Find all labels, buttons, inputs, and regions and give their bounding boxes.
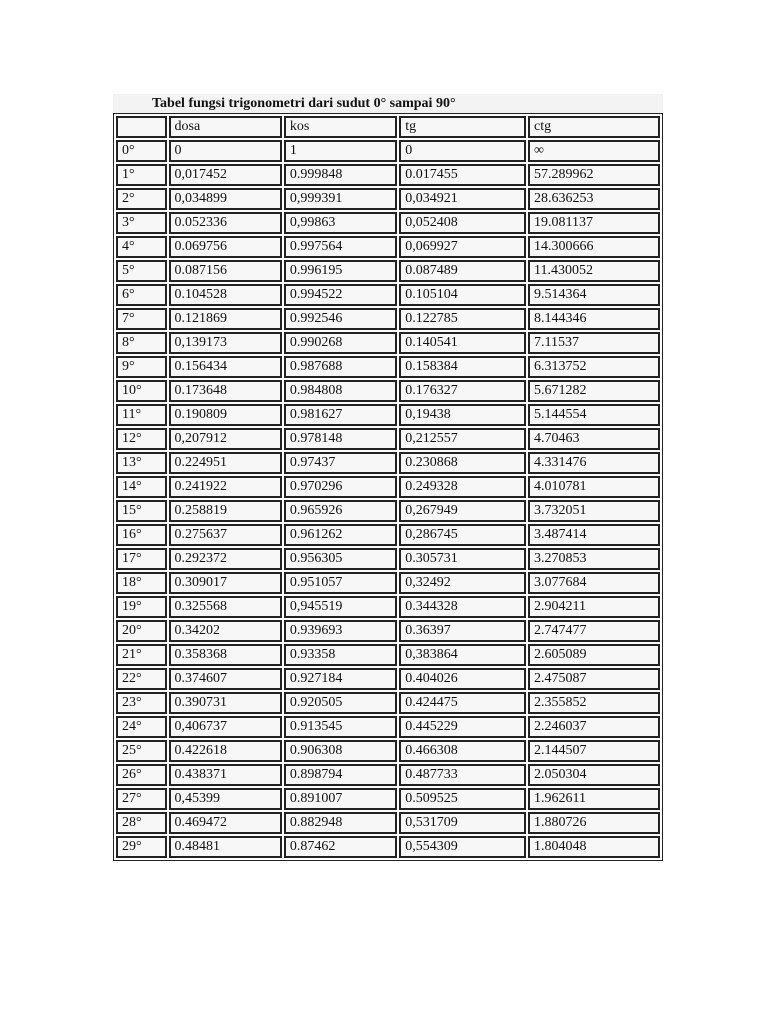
sin-cell: 0,139173 xyxy=(169,332,282,354)
sin-cell: 0.156434 xyxy=(169,356,282,378)
angle-cell: 12° xyxy=(116,428,167,450)
angle-cell: 27° xyxy=(116,788,167,810)
cos-cell: 0.951057 xyxy=(284,572,397,594)
table-row xyxy=(116,668,660,690)
tan-cell: 0.140541 xyxy=(399,332,526,354)
cot-cell: 3.077684 xyxy=(528,572,660,594)
sin-cell: 0,207912 xyxy=(169,428,282,450)
angle-cell: 24° xyxy=(116,716,167,738)
sin-cell: 0.358368 xyxy=(169,644,282,666)
cot-cell: 5.144554 xyxy=(528,404,660,426)
tan-cell: 0,554309 xyxy=(399,836,526,858)
angle-cell: 3° xyxy=(116,212,167,234)
sin-cell: 0.469472 xyxy=(169,812,282,834)
sin-cell: 0,017452 xyxy=(169,164,282,186)
cos-cell: 0.978148 xyxy=(284,428,397,450)
cos-cell: 0.992546 xyxy=(284,308,397,330)
table-row xyxy=(116,692,660,714)
table-row xyxy=(116,284,660,306)
angle-cell: 29° xyxy=(116,836,167,858)
table-row xyxy=(116,452,660,474)
angle-cell: 4° xyxy=(116,236,167,258)
tan-cell: 0,034921 xyxy=(399,188,526,210)
cot-cell: 28.636253 xyxy=(528,188,660,210)
sin-cell: 0.325568 xyxy=(169,596,282,618)
tan-cell: 0.509525 xyxy=(399,788,526,810)
cos-cell: 0.996195 xyxy=(284,260,397,282)
tan-cell: 0,19438 xyxy=(399,404,526,426)
cos-cell: 0.87462 xyxy=(284,836,397,858)
tan-cell: 0.122785 xyxy=(399,308,526,330)
table-row xyxy=(116,524,660,546)
cot-cell: 57.289962 xyxy=(528,164,660,186)
sin-cell: 0.309017 xyxy=(169,572,282,594)
table-row xyxy=(116,620,660,642)
cot-cell: 14.300666 xyxy=(528,236,660,258)
cos-cell: 0,945519 xyxy=(284,596,397,618)
cot-cell: 2.904211 xyxy=(528,596,660,618)
tan-cell: 0.249328 xyxy=(399,476,526,498)
cos-cell: 0.970296 xyxy=(284,476,397,498)
tan-cell: 0.344328 xyxy=(399,596,526,618)
table-row xyxy=(116,716,660,738)
trig-table xyxy=(113,113,663,861)
sin-cell: 0.052336 xyxy=(169,212,282,234)
angle-cell: 0° xyxy=(116,140,167,162)
cos-cell: 0.913545 xyxy=(284,716,397,738)
sin-cell: 0.34202 xyxy=(169,620,282,642)
angle-cell: 13° xyxy=(116,452,167,474)
sin-cell: 0.190809 xyxy=(169,404,282,426)
cot-cell: 19.081137 xyxy=(528,212,660,234)
table-row xyxy=(116,548,660,570)
table-row xyxy=(116,260,660,282)
cos-cell: 0.920505 xyxy=(284,692,397,714)
sin-cell: 0 xyxy=(169,140,282,162)
header-cell-angle xyxy=(116,116,167,138)
cos-cell: 0.891007 xyxy=(284,788,397,810)
angle-cell: 9° xyxy=(116,356,167,378)
table-row xyxy=(116,140,660,162)
table-row xyxy=(116,740,660,762)
sin-cell: 0.069756 xyxy=(169,236,282,258)
table-row xyxy=(116,236,660,258)
cot-cell: 1.962611 xyxy=(528,788,660,810)
cot-cell: 2.355852 xyxy=(528,692,660,714)
cot-cell: 7.11537 xyxy=(528,332,660,354)
angle-cell: 17° xyxy=(116,548,167,570)
cot-cell: 4.70463 xyxy=(528,428,660,450)
document-sheet xyxy=(113,94,663,861)
sin-cell: 0.087156 xyxy=(169,260,282,282)
table-row xyxy=(116,212,660,234)
tan-cell: 0,069927 xyxy=(399,236,526,258)
cos-cell: 0.882948 xyxy=(284,812,397,834)
angle-cell: 11° xyxy=(116,404,167,426)
table-row xyxy=(116,428,660,450)
tan-cell: 0.466308 xyxy=(399,740,526,762)
sin-cell: 0.224951 xyxy=(169,452,282,474)
sin-cell: 0.258819 xyxy=(169,500,282,522)
cos-cell: 0.93358 xyxy=(284,644,397,666)
table-row xyxy=(116,404,660,426)
angle-cell: 5° xyxy=(116,260,167,282)
table-row xyxy=(116,788,660,810)
header-cell-cos: kos xyxy=(284,116,397,138)
cot-cell: 3.270853 xyxy=(528,548,660,570)
angle-cell: 25° xyxy=(116,740,167,762)
header-row xyxy=(116,116,660,138)
angle-cell: 1° xyxy=(116,164,167,186)
sin-cell: 0,406737 xyxy=(169,716,282,738)
cos-cell: 0,99863 xyxy=(284,212,397,234)
angle-cell: 21° xyxy=(116,644,167,666)
cos-cell: 0.981627 xyxy=(284,404,397,426)
cos-cell: 0.898794 xyxy=(284,764,397,786)
angle-cell: 7° xyxy=(116,308,167,330)
sin-cell: 0.48481 xyxy=(169,836,282,858)
sin-cell: 0.173648 xyxy=(169,380,282,402)
tan-cell: 0.158384 xyxy=(399,356,526,378)
cot-cell: 2.747477 xyxy=(528,620,660,642)
cot-cell: 1.804048 xyxy=(528,836,660,858)
table-row xyxy=(116,332,660,354)
table-row xyxy=(116,812,660,834)
tan-cell: 0,212557 xyxy=(399,428,526,450)
cos-cell: 0.956305 xyxy=(284,548,397,570)
cos-cell: 0.997564 xyxy=(284,236,397,258)
cos-cell: 0.987688 xyxy=(284,356,397,378)
cos-cell: 0.994522 xyxy=(284,284,397,306)
table-row xyxy=(116,836,660,858)
sin-cell: 0.422618 xyxy=(169,740,282,762)
tan-cell: 0.230868 xyxy=(399,452,526,474)
tan-cell: 0.105104 xyxy=(399,284,526,306)
tan-cell: 0,32492 xyxy=(399,572,526,594)
tan-cell: 0,286745 xyxy=(399,524,526,546)
angle-cell: 20° xyxy=(116,620,167,642)
sin-cell: 0,034899 xyxy=(169,188,282,210)
cot-cell: 11.430052 xyxy=(528,260,660,282)
tan-cell: 0.017455 xyxy=(399,164,526,186)
table-row xyxy=(116,308,660,330)
table-title: Tabel fungsi trigonometri dari sudut 0° sampai 90° xyxy=(113,94,663,113)
sin-cell: 0.390731 xyxy=(169,692,282,714)
table-row xyxy=(116,764,660,786)
header-cell-tan: tg xyxy=(399,116,526,138)
sin-cell: 0.275637 xyxy=(169,524,282,546)
angle-cell: 15° xyxy=(116,500,167,522)
cos-cell: 1 xyxy=(284,140,397,162)
cos-cell: 0.999848 xyxy=(284,164,397,186)
cot-cell: 2.050304 xyxy=(528,764,660,786)
tan-cell: 0.487733 xyxy=(399,764,526,786)
angle-cell: 23° xyxy=(116,692,167,714)
cos-cell: 0.906308 xyxy=(284,740,397,762)
tan-cell: 0.305731 xyxy=(399,548,526,570)
cot-cell: 4.010781 xyxy=(528,476,660,498)
header-cell-cot: ctg xyxy=(528,116,660,138)
angle-cell: 28° xyxy=(116,812,167,834)
tan-cell: 0,267949 xyxy=(399,500,526,522)
angle-cell: 14° xyxy=(116,476,167,498)
cot-cell: 2.144507 xyxy=(528,740,660,762)
cot-cell: 2.605089 xyxy=(528,644,660,666)
cos-cell: 0,999391 xyxy=(284,188,397,210)
table-row xyxy=(116,644,660,666)
angle-cell: 26° xyxy=(116,764,167,786)
tan-cell: 0.404026 xyxy=(399,668,526,690)
cot-cell: 2.246037 xyxy=(528,716,660,738)
tan-cell: 0.36397 xyxy=(399,620,526,642)
cos-cell: 0.965926 xyxy=(284,500,397,522)
sin-cell: 0.292372 xyxy=(169,548,282,570)
sin-cell: 0,45399 xyxy=(169,788,282,810)
tan-cell: 0.087489 xyxy=(399,260,526,282)
angle-cell: 16° xyxy=(116,524,167,546)
cos-cell: 0.990268 xyxy=(284,332,397,354)
cos-cell: 0.984808 xyxy=(284,380,397,402)
cos-cell: 0.961262 xyxy=(284,524,397,546)
angle-cell: 2° xyxy=(116,188,167,210)
cot-cell: ∞ xyxy=(528,140,660,162)
cot-cell: 1.880726 xyxy=(528,812,660,834)
table-body xyxy=(116,140,660,858)
sin-cell: 0.438371 xyxy=(169,764,282,786)
tan-cell: 0.424475 xyxy=(399,692,526,714)
cos-cell: 0.927184 xyxy=(284,668,397,690)
tan-cell: 0 xyxy=(399,140,526,162)
sin-cell: 0.374607 xyxy=(169,668,282,690)
tan-cell: 0.445229 xyxy=(399,716,526,738)
tan-cell: 0,052408 xyxy=(399,212,526,234)
cot-cell: 3.487414 xyxy=(528,524,660,546)
angle-cell: 22° xyxy=(116,668,167,690)
angle-cell: 19° xyxy=(116,596,167,618)
angle-cell: 6° xyxy=(116,284,167,306)
angle-cell: 18° xyxy=(116,572,167,594)
table-row xyxy=(116,500,660,522)
cot-cell: 9.514364 xyxy=(528,284,660,306)
table-row xyxy=(116,596,660,618)
table-row xyxy=(116,380,660,402)
sin-cell: 0.104528 xyxy=(169,284,282,306)
table-row xyxy=(116,188,660,210)
header-cell-sin: dosa xyxy=(169,116,282,138)
cot-cell: 6.313752 xyxy=(528,356,660,378)
table-row xyxy=(116,476,660,498)
tan-cell: 0,383864 xyxy=(399,644,526,666)
angle-cell: 10° xyxy=(116,380,167,402)
cot-cell: 8.144346 xyxy=(528,308,660,330)
cot-cell: 3.732051 xyxy=(528,500,660,522)
cot-cell: 2.475087 xyxy=(528,668,660,690)
cos-cell: 0.939693 xyxy=(284,620,397,642)
table-row xyxy=(116,572,660,594)
tan-cell: 0,531709 xyxy=(399,812,526,834)
cot-cell: 4.331476 xyxy=(528,452,660,474)
cot-cell: 5.671282 xyxy=(528,380,660,402)
table-row xyxy=(116,356,660,378)
sin-cell: 0.121869 xyxy=(169,308,282,330)
table-row xyxy=(116,164,660,186)
angle-cell: 8° xyxy=(116,332,167,354)
cos-cell: 0.97437 xyxy=(284,452,397,474)
sin-cell: 0.241922 xyxy=(169,476,282,498)
tan-cell: 0.176327 xyxy=(399,380,526,402)
